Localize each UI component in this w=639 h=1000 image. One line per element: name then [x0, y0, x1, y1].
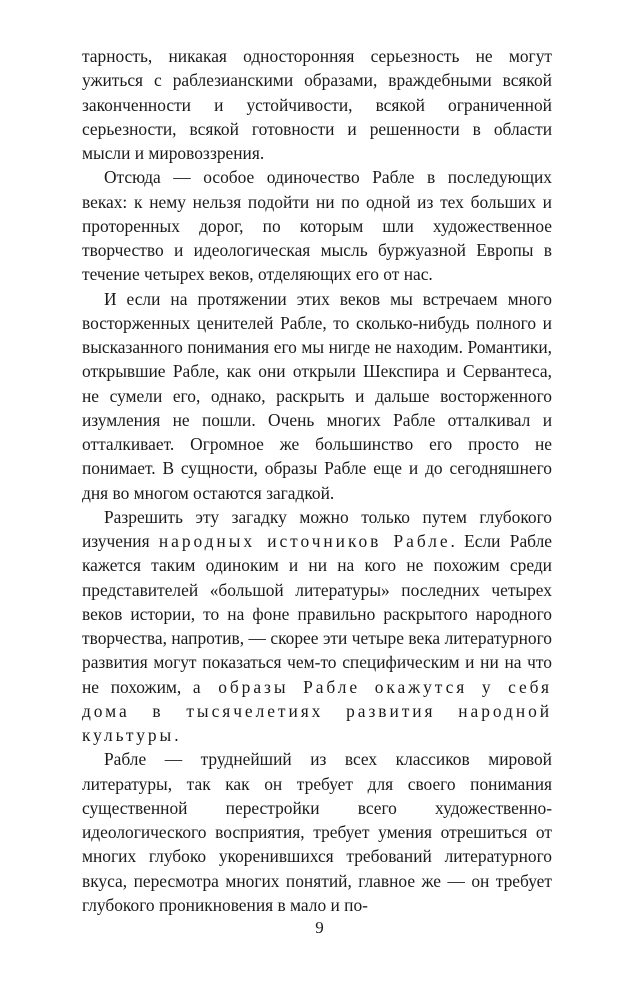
paragraph-3	[82, 287, 552, 505]
paragraph-4-text-a: Разрешить эту загадку можно только путем глубокого изучения	[82, 506, 552, 551]
paragraph-3-text: И если на протяжении этих веков мы встречаем много восторженных ценителей Рабле, то сколько-нибудь полного и высказанного понимания его мы нигде не находим. Романтики, открывшие Рабле, как они открыли Шекспира и Сервантеса, не сумели его, однако, раскрыть и дальше восторженного изумления не пошли. Очень многих Рабле отталкивал и отталкивает. Огромное же большинство его просто не понимает. В сущности, образы Рабле еще и до сегодняшнего дня во многом остаются загадкой.	[82, 288, 552, 503]
paragraph-4	[82, 505, 552, 748]
paragraph-1-text: тарность, никакая односторонняя серьезность не могут ужиться с раблезианскими образами, враждебными всякой законченности и устойчивости, всякой ограниченной серьезности, всякой готовности и решенности в области мысли и мировоззрения.	[82, 46, 552, 163]
paragraph-5	[82, 747, 552, 917]
paragraph-2-text: Отсюда — особое одиночество Рабле в последующих веках: к нему нельзя подойти ни по одной из тех больших и проторенных дорог, по которым шли художественное творчество и идеологическая мысль буржуазной Европы в течение четырех веков, отделяющих его от нас.	[82, 167, 552, 285]
emphasis-folk-culture: а образы Рабле окажутся у себя дома в тысячелетиях развития народной культуры	[82, 676, 553, 745]
body-text	[82, 44, 552, 917]
paragraph-1	[82, 44, 552, 165]
paragraph-4-text-c: .	[174, 725, 179, 745]
emphasis-folk-sources: народных источников Рабле	[158, 531, 451, 551]
paragraph-4-text-b: . Если Рабле кажется таким одиноким и ни на кого не похожим среди представителей «большой литературы» последних четырех веков истории, то на фоне правильно раскрытого народного творчества, напротив, — скорее эти четыре века литературного развития могут показаться чем-то специфическим и ни на что не похожим,	[82, 531, 552, 697]
paragraph-5-text: Рабле — труднейший из всех классиков мировой литературы, так как он требует для своего понимания существенной перестройки всего художественно-идеологического восприятия, требует умения отрешиться от многих глубоко укоренившихся требований литературного вкуса, пересмотра многих понятий, главное же — он требует глубокого проникновения в мало и по-	[82, 749, 552, 915]
page-number: 9	[315, 918, 324, 937]
paragraph-2	[82, 165, 552, 286]
